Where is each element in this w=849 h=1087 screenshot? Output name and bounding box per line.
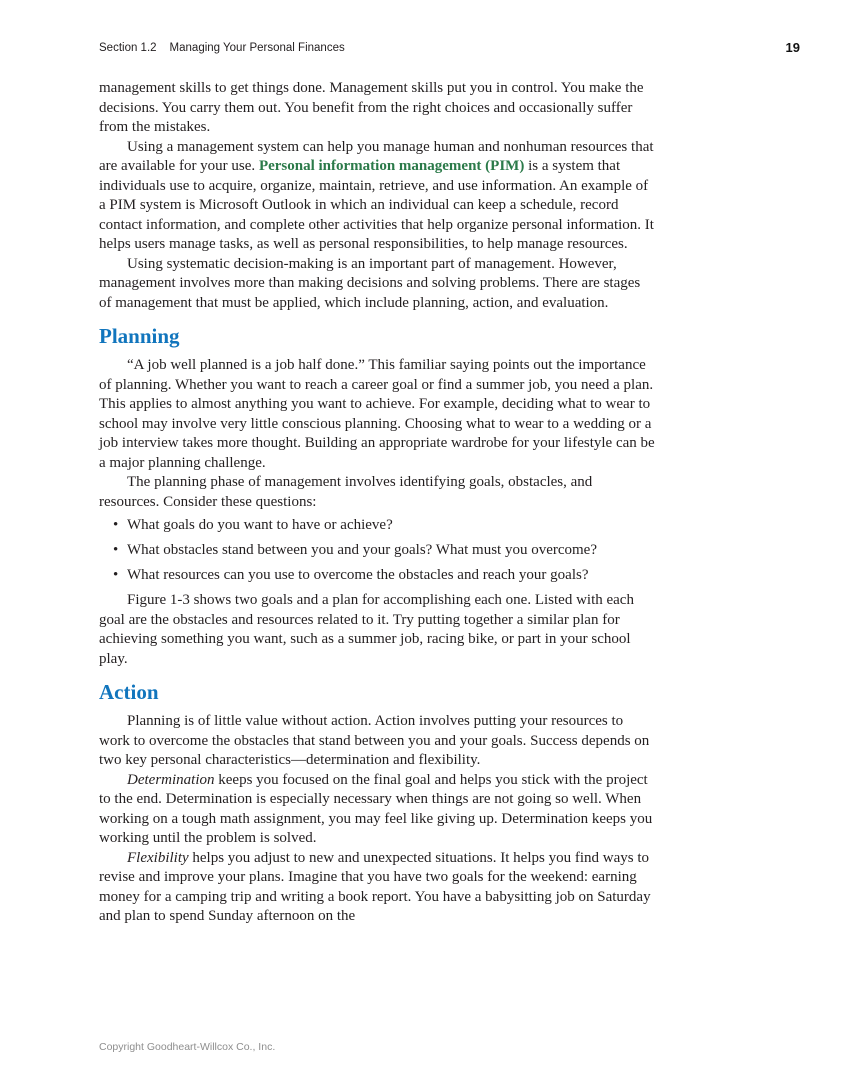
section-title: Managing Your Personal Finances xyxy=(169,42,345,54)
paragraph-action-1 xyxy=(99,712,655,771)
bullet-list xyxy=(99,516,655,586)
page-number: 19 xyxy=(785,40,800,55)
italic-text: Flexibility xyxy=(127,849,189,866)
section-label: Section 1.2 xyxy=(99,42,157,54)
paragraph-figure-ref xyxy=(99,591,655,669)
bullet-item-goals: • What goals do you want to have or achieve? xyxy=(99,516,655,536)
text-run: is a system that individuals use to acquire, organize, maintain, retrieve, and use information. An example of a PIM system is Microsoft Outlook in which an individual can keep a schedule, record contact information, and complete other activities that help organize personal information. It helps users manage tasks, as well as personal responsibilities, to help manage resources. xyxy=(99,158,654,252)
text-run: The planning phase of management involves identifying goals, obstacles, and resources. Consider these questions: xyxy=(99,474,593,510)
text-run: keeps you focused on the final goal and helps you stick with the project to the end. Determination is especially necessary when things are not going so well. When working on a tough math assignment, you may feel like giving up. Determination keeps you working until the problem is solved. xyxy=(99,771,653,846)
paragraph-pim xyxy=(99,138,655,255)
copyright-line: Copyright Goodheart-Willcox Co., Inc. xyxy=(99,1041,276,1053)
text-run: “A job well planned is a job half done.” This familiar saying points out the importance of planning. Whether you want to reach a career goal or find a summer job, you need a plan. This applies to almost anything you want to achieve. For example, deciding what to wear to school may involve very little conscious planning. Choosing what to wear to a wedding or a job interview takes more thought. Building an appropriate wardrobe for your lifestyle can be a major planning challenge. xyxy=(99,357,655,471)
text-run: management skills to get things done. Management skills put you in control. You make the decisions. You carry them out. You benefit from the right choices and occasionally suffer from the mistakes. xyxy=(99,80,644,135)
term-text: Personal information management (PIM) xyxy=(258,158,525,174)
heading-action: Action xyxy=(99,680,159,704)
bullet-item-resources: • What resources can you use to overcome the obstacles and reach your goals? xyxy=(99,566,655,586)
text-run: Using systematic decision-making is an important part of management. However, management involves more than making decisions and solving problems. There are stages of management that must be applied, which include planning, action, and evaluation. xyxy=(99,255,641,311)
text-run: Planning is of little value without action. Action involves putting your resources to work to overcome the obstacles that stand between you and your goals. Success depends on two key personal characteristics—determination and flexibility. xyxy=(99,713,650,768)
page-content xyxy=(99,79,655,927)
paragraph-intro xyxy=(99,79,655,138)
bullet-item-obstacles: • What obstacles stand between you and your goals? What must you overcome? xyxy=(99,541,655,561)
italic-text: Determination xyxy=(127,771,215,788)
paragraph-planning-2 xyxy=(99,473,655,512)
heading-planning: Planning xyxy=(99,324,180,348)
paragraph-determination xyxy=(99,771,655,849)
text-run: helps you adjust to new and unexpected situations. It helps you find ways to revise and improve your plans. Imagine that you have two goals for the weekend: earning money for a camping trip and writing a book report. You have a babysitting job on Saturday and plan to spend Sunday afternoon on the xyxy=(99,849,651,924)
text-run: Figure 1-3 shows two goals and a plan for accomplishing each one. Listed with each goal are the obstacles and resources related to it. Try putting together a similar plan for achieving something you want, such as a summer job, racing bike, or part in your school play. xyxy=(99,592,634,667)
running-head xyxy=(99,42,345,54)
paragraph-flexibility xyxy=(99,849,655,927)
text-run: Using a management system can help you manage human and nonhuman resources that are available for your use. xyxy=(99,138,654,174)
paragraph-decision-making xyxy=(99,255,655,314)
paragraph-planning-1 xyxy=(99,356,655,473)
